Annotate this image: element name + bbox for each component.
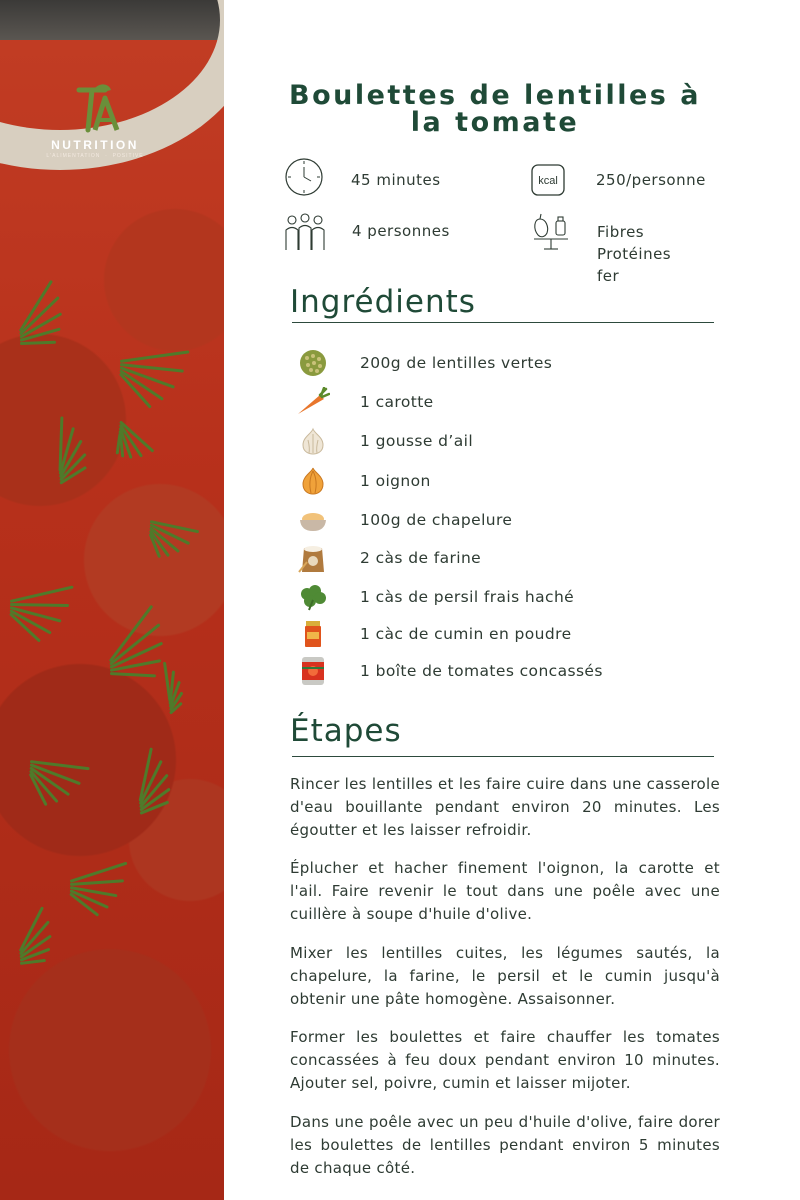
clock-icon: [284, 157, 324, 197]
lentils-icon: [296, 348, 330, 378]
logo-mark-icon: [65, 84, 125, 136]
ingredient-label: 200g de lentilles vertes: [360, 354, 553, 372]
steps-heading: Étapes: [290, 713, 402, 749]
tomato-can-icon: [296, 656, 330, 686]
ingredient-item: [296, 387, 434, 417]
ingredient-item: [296, 505, 513, 535]
step-paragraph: Dans une poêle avec un peu d'huile d'olive, faire dorer les boulettes de lentilles pendant environ 5 minutes de chaque côté.: [290, 1113, 720, 1177]
step-paragraph: Éplucher et hacher finement l'oignon, la carotte et l'ail. Faire revenir le tout dans une poêle avec une cuillère à soupe d'huile d'olive.: [290, 859, 720, 923]
recipe-photo: [0, 0, 224, 1200]
ingredient-item: [296, 582, 575, 612]
ingredient-label: 1 oignon: [360, 472, 431, 490]
flour-icon: [296, 543, 330, 573]
dill-sprig: [20, 341, 56, 345]
garlic-icon: [296, 426, 330, 456]
servings: 4 personnes: [352, 222, 450, 240]
ingredient-item: [296, 426, 474, 456]
dill-sprig: [10, 585, 74, 603]
nutrient-item: Fibres: [597, 223, 645, 241]
brand-tagline-right: POSITIVE: [112, 153, 144, 159]
step-paragraph: Mixer les lentilles cuites, les légumes sautés, la chapelure, la farine, le persil et le cumin jusqu'à obtenir une pâte homogène. Assaisonner.: [290, 944, 720, 1008]
people-icon: [284, 212, 326, 252]
dill-sprig: [10, 603, 69, 607]
ingredient-item: [296, 466, 431, 496]
nutrition-icon: [530, 211, 572, 253]
steps-divider: [292, 756, 714, 757]
nutrient-item: Protéines: [597, 245, 672, 263]
breadcrumbs-icon: [296, 505, 330, 535]
dill-sprig: [120, 350, 190, 363]
kcal-icon-label: kcal: [538, 175, 558, 187]
ingredient-label: 1 càs de persil frais haché: [360, 588, 575, 606]
ingredient-label: 1 càc de cumin en poudre: [360, 625, 572, 643]
ingredient-label: 1 gousse d’ail: [360, 432, 474, 450]
step-paragraph: Rincer les lentilles et les faire cuire dans une casserole d'eau bouillante pendant environ 20 minutes. Les égoutter et les laisser refroidir.: [290, 775, 720, 839]
parsley-icon: [296, 582, 330, 612]
ingredient-item: [296, 619, 572, 649]
dill-sprig: [110, 672, 156, 677]
ingredient-item: [296, 348, 553, 378]
ingredient-label: 100g de chapelure: [360, 511, 513, 529]
onion-icon: [296, 466, 330, 496]
cumin-icon: [296, 619, 330, 649]
ingredients-divider: [292, 322, 714, 323]
brand-logo: [40, 84, 150, 159]
ingredients-heading: Ingrédients: [290, 284, 476, 320]
ingredient-label: 1 carotte: [360, 393, 434, 411]
brand-tagline: L'ALIMENTATION · POSITIVE: [46, 153, 144, 159]
ingredient-label: 2 càs de farine: [360, 549, 482, 567]
calories: 250/personne: [596, 171, 706, 189]
carrot-icon: [296, 387, 330, 417]
recipe-title: Boulettes de lentilles à la tomate: [288, 80, 701, 138]
step-paragraph: Former les boulettes et faire chauffer les tomates concassées à feu doux pendant environ 10 minutes. Ajouter sel, poivre, cumin et laisser mijoter.: [290, 1028, 720, 1092]
nutrient-item: fer: [597, 267, 620, 285]
nutrients-list: [597, 221, 671, 287]
ingredient-item: [296, 543, 482, 573]
kcal-icon: [530, 163, 566, 197]
prep-time: 45 minutes: [351, 171, 441, 189]
brand-name: NUTRITION: [51, 138, 139, 152]
brand-tagline-left: L'ALIMENTATION: [46, 153, 101, 159]
ingredient-label: 1 boîte de tomates concassés: [360, 662, 603, 680]
ingredient-item: [296, 656, 603, 686]
